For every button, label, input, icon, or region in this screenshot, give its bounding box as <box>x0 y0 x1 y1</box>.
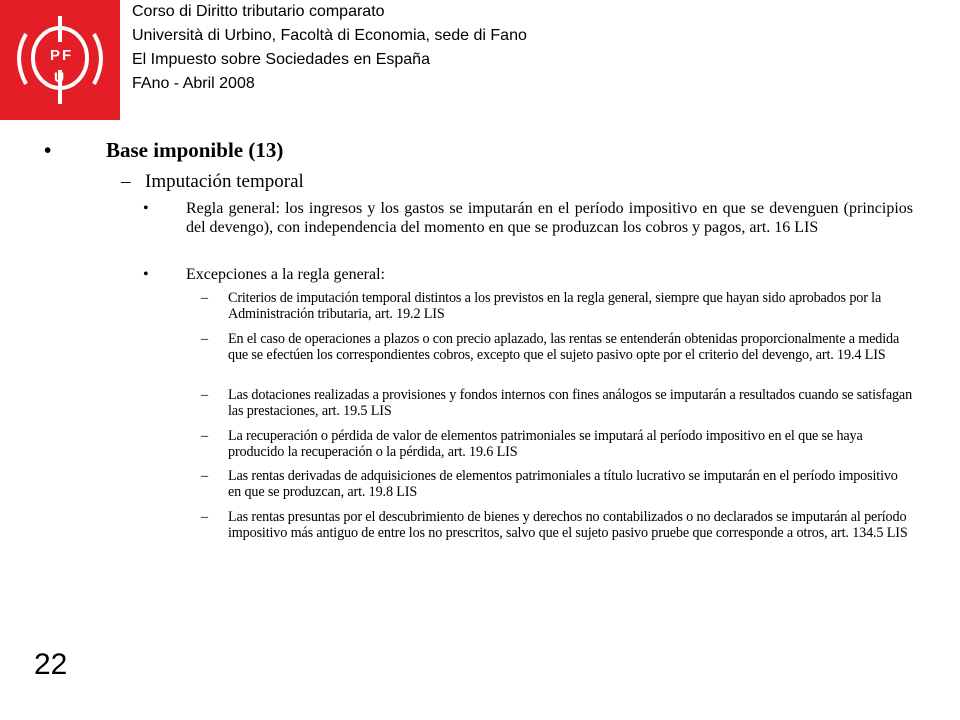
exception-text: Las dotaciones realizadas a provisiones y fondos internos con fines análogos se imputarán a resultados cuando se satisfagan las prestaciones, art. 19.5 LIS <box>228 387 913 419</box>
dash-marker: – <box>121 171 131 192</box>
slide-number: 22 <box>34 648 68 681</box>
bullet-marker: • <box>143 266 149 283</box>
exception-text: En el caso de operaciones a plazos o con precio aplazado, las rentas se entenderán obtenidas proporcionalmente a medida que se efectúen los correspondientes cobros, excepto que el sujeto pasivo opte por el criterio del devengo, art. 19.4 LIS <box>228 331 900 363</box>
bullet-marker: • <box>44 138 52 162</box>
exception-text: La recuperación o pérdida de valor de elementos patrimoniales se imputará al período impositivo en el que se haya producido la recuperación o la pérdida, art. 19.6 LIS <box>228 428 863 460</box>
exception-item <box>201 291 913 322</box>
bullet-text: Excepciones a la regla general: <box>186 266 385 283</box>
exception-item <box>201 388 913 419</box>
exception-text: Las rentas derivadas de adquisiciones de elementos patrimoniales a título lucrativo se imputarán en el período impositivo en que se produzcan, art. 19.8 LIS <box>228 468 898 500</box>
logo-letter-u: U <box>54 69 65 85</box>
logo-letter-f: F <box>62 47 72 64</box>
exception-text: Las rentas presuntas por el descubrimiento de bienes y derechos no contabilizados o no declarados se imputarán al período impositivo más antiguo de entre los no prescritos, salvo que el sujeto pasivo pruebe que corresponde a otros, art. 134.5 LIS <box>228 509 908 541</box>
dash-marker: – <box>201 387 208 403</box>
exception-item <box>201 332 913 363</box>
dash-marker: – <box>201 290 208 306</box>
dash-marker: – <box>201 428 208 444</box>
exception-item <box>201 429 913 460</box>
university-logo <box>0 0 120 120</box>
logo-letter-p: P <box>50 47 61 64</box>
dash-marker: – <box>201 468 208 484</box>
bullet-excepciones <box>143 265 913 284</box>
header-date: FAno - Abril 2008 <box>132 75 255 92</box>
slide-header <box>132 0 527 96</box>
header-university: Università di Urbino, Facoltà di Economia, sede di Fano <box>132 27 527 44</box>
header-course: Corso di Diritto tributario comparato <box>132 3 385 20</box>
subtitle-text: Imputación temporal <box>145 171 304 192</box>
bullet-regla-general <box>143 199 913 237</box>
header-topic: El Impuesto sobre Sociedades en España <box>132 51 430 68</box>
bullet-text: Regla general: los ingresos y los gastos se imputarán en el período impositivo en que se devenguen (principios del devengo), con independencia del momento en que se produzcan los cobros y pagos, art. 16 LIS <box>186 200 913 236</box>
dash-marker: – <box>201 509 208 525</box>
exception-text: Criterios de imputación temporal distintos a los previstos en la regla general, siempre que hayan sido aprobados por la Administración tributaria, art. 19.2 LIS <box>228 290 882 322</box>
bullet-marker: • <box>143 200 149 217</box>
exception-item <box>201 469 913 500</box>
title-text: Base imponible (13) <box>106 138 284 162</box>
dash-marker: – <box>201 331 208 347</box>
exception-item <box>201 510 913 541</box>
